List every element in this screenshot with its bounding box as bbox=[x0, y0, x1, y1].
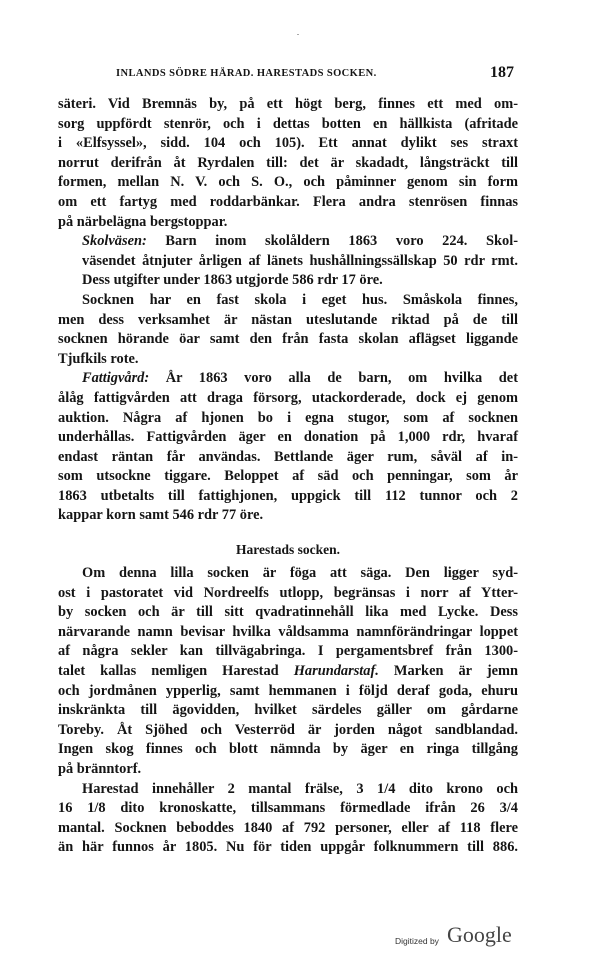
digitization-watermark bbox=[395, 922, 535, 952]
text-line: Tjufkils rote. bbox=[58, 350, 139, 367]
text-line: auktion. Några af hjonen bo i egna stugor, som af socknen bbox=[58, 409, 518, 426]
text-line: i «Elfsyssel», sidd. 104 och 105). Ett annat dylikt ses straxt bbox=[58, 135, 518, 152]
text-line: Barn inom skolåldern 1863 voro 224. Skol- bbox=[146, 233, 518, 250]
text-line: på bränntorf. bbox=[58, 761, 142, 777]
text-line: År 1863 voro alla de barn, om hvilka det bbox=[149, 370, 518, 387]
text-line: Marken är jemn bbox=[378, 663, 518, 680]
text-line: Harestad innehåller 2 mantal frälse, 3 1/4 dito krono och bbox=[82, 780, 518, 797]
paragraph-mantal bbox=[58, 780, 518, 858]
paragraph-skolvasen bbox=[58, 232, 518, 291]
text-line: kappar korn samt 546 rdr 77 öre. bbox=[58, 507, 264, 524]
paragraph-fattigvard bbox=[58, 369, 518, 526]
google-wordmark: Google bbox=[447, 922, 512, 947]
text-line: 16 1/8 dito kronoskatte, tillsammans förmedlade ifrån 26 3/4 bbox=[58, 800, 518, 817]
text-line: underhållas. Fattigvården äger en donation på 1,000 rdr, hvaraf bbox=[58, 429, 518, 446]
paragraph-label-skolvasen: Skolväsen: bbox=[82, 233, 147, 250]
text-line: närvarande namn bevisar hvilka våldsamma namnförändringar loppet bbox=[58, 623, 518, 640]
text-line: formen, mellan N. V. och S. O., och påminner genom sin form bbox=[58, 174, 518, 191]
text-line: än här funnos år 1805. Nu för tiden uppgår folknummern till 886. bbox=[58, 839, 518, 856]
page-number: 187 bbox=[490, 64, 514, 81]
section-heading: Harestads socken. bbox=[235, 542, 340, 558]
text-line: talet kallas nemligen Harestad bbox=[58, 663, 294, 680]
old-place-name: Harundarstaf. bbox=[293, 663, 379, 680]
text-line: ålåg fattigvården att draga försorg, utackorderade, dock ej genom bbox=[58, 389, 518, 406]
text-line-group bbox=[58, 232, 518, 252]
text-line: mantal. Socknen beboddes 1840 af 792 personer, eller af 118 flere bbox=[58, 819, 518, 836]
text-line-group bbox=[58, 369, 518, 389]
text-line: ost i pastoratet vid Nordreelfs utlopp, begränsas i norr af Ytter- bbox=[58, 584, 518, 601]
text-line: på närbelägna bergstoppar. bbox=[58, 213, 228, 230]
text-line: norrut derifrån åt Ryrdalen till: det är skadadt, långsträckt till bbox=[58, 154, 518, 171]
running-head bbox=[58, 60, 518, 90]
text-line: Om denna lilla socken är föga att säga. Den ligger syd- bbox=[82, 565, 518, 582]
text-line: och jordmånen ypperlig, samt hemmanen i följd deraf goda, ehuru bbox=[58, 682, 518, 699]
paragraph-label-fattigvard: Fattigvård: bbox=[82, 370, 150, 387]
text-line: inskränkta till ägovidden, hvilket särdeles gäller om gårdarne bbox=[58, 702, 518, 719]
paragraph-fornlamningar bbox=[58, 95, 518, 232]
text-line: men dess verksamhet är nästan uteslutande riktad på de till bbox=[58, 311, 518, 328]
text-line-group bbox=[58, 662, 518, 682]
text-line: by socken och är till sitt qvadratinnehåll lika med Lycke. Dess bbox=[58, 604, 518, 621]
text-line: endast räntan får användas. Bettlande äger rum, såväl af in- bbox=[58, 448, 518, 465]
paragraph-harestad-intro bbox=[58, 564, 518, 780]
paragraph-skola bbox=[58, 291, 518, 369]
text-line: af några sekler kan tillvägabringa. I pergamentsbref från 1300- bbox=[58, 643, 518, 660]
text-line: Ingen skog finnes och blott nämnda by äger en ringa tillgång bbox=[58, 741, 518, 758]
text-line: som utsockne tiggare. Beloppet af säd och penningar, som år bbox=[58, 468, 518, 485]
digitized-by-label: Digitized by bbox=[395, 936, 439, 946]
text-line: 1863 utbetalts till fattighjonen, uppgick till 112 tunnor och 2 bbox=[58, 487, 518, 504]
text-line: Dess utgifter under 1863 utgjorde 586 rdr 17 öre. bbox=[82, 272, 383, 289]
body-text bbox=[58, 95, 518, 858]
text-line: Toreby. Åt Sjöhed och Vesterröd är jorden något sandblandad. bbox=[58, 721, 518, 738]
text-line: Socknen har en fast skola i eget hus. Småskola finnes, bbox=[82, 291, 518, 308]
running-head-title: INLANDS SÖDRE HÄRAD. HARESTADS SOCKEN. bbox=[116, 68, 377, 79]
text-line: sorg uppfördt stenrör, och i dettas botten en hällkista (afritade bbox=[58, 115, 518, 132]
text-line: socknen hörande öar samt den från fasta skolan aflägset liggande bbox=[58, 331, 518, 348]
text-line: säteri. Vid Bremnäs by, på ett högt berg, finnes ett med om- bbox=[58, 96, 518, 112]
scan-speck bbox=[297, 34, 299, 35]
text-line: väsendet åtnjuter årligen af länets hushållningssällskap 50 rdr rmt. bbox=[82, 252, 518, 269]
text-line: om ett fartyg med roddarbänkar. Flera andra stenrösen finnas bbox=[58, 193, 518, 210]
